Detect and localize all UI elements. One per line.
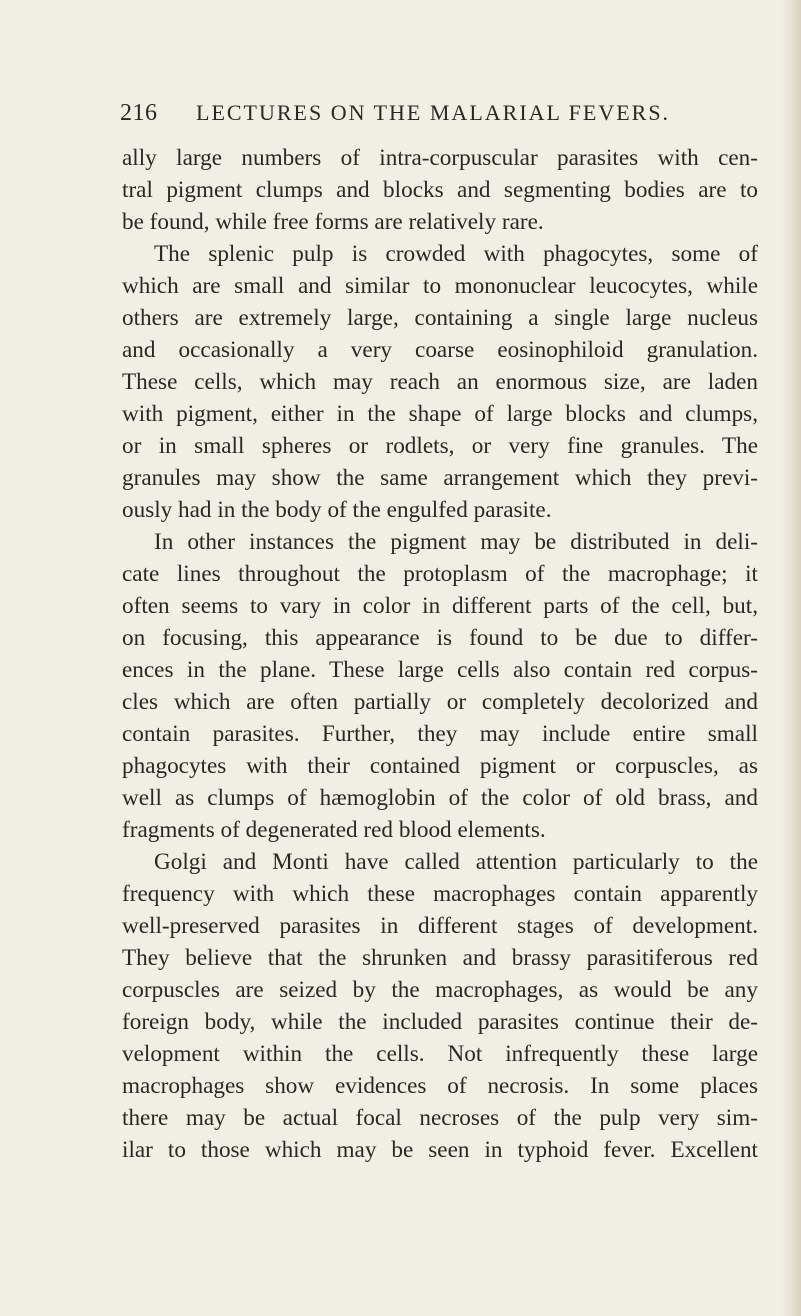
text-line: ously had in the body of the engulfed parasite. <box>122 497 552 523</box>
body-text <box>122 142 758 1166</box>
running-header <box>120 94 760 130</box>
text-line: with pigment, either in the shape of large blocks and clumps, <box>122 401 758 427</box>
text-line: In other instances the pigment may be distributed in deli- <box>154 529 758 555</box>
running-title: LECTURES ON THE MALARIAL FEVERS. <box>196 100 671 125</box>
text-line: Golgi and Monti have called attention particularly to the <box>154 849 758 875</box>
text-line: phagocytes with their contained pigment or corpuscles, as <box>122 753 758 779</box>
text-line: velopment within the cells. Not infrequently these large <box>122 1041 758 1067</box>
page-number: 216 <box>120 100 158 126</box>
text-line: foreign body, while the included parasites continue their de- <box>122 1009 758 1035</box>
page-edge <box>781 0 801 1316</box>
text-line: be found, while free forms are relatively rare. <box>122 209 544 235</box>
text-line: well as clumps of hæmoglobin of the color of old brass, and <box>122 785 758 811</box>
text-line: others are extremely large, containing a single large nucleus <box>122 305 758 331</box>
text-line: on focusing, this appearance is found to be due to differ- <box>122 625 758 651</box>
text-line: ilar to those which may be seen in typhoid fever. Excellent <box>122 1137 758 1163</box>
text-line: there may be actual focal necroses of the pulp very sim- <box>122 1105 758 1131</box>
text-line: which are small and similar to mononuclear leucocytes, while <box>122 273 758 299</box>
text-line: tral pigment clumps and blocks and segmenting bodies are to <box>122 177 758 203</box>
text-line: corpuscles are seized by the macrophages, as would be any <box>122 977 758 1003</box>
text-line: These cells, which may reach an enormous size, are laden <box>122 369 758 395</box>
text-line: The splenic pulp is crowded with phagocytes, some of <box>154 241 758 267</box>
text-line: ences in the plane. These large cells also contain red corpus- <box>122 657 758 683</box>
text-line: and occasionally a very coarse eosinophiloid granulation. <box>122 337 758 363</box>
text-line: cles which are often partially or completely decolorized and <box>122 689 758 715</box>
text-line: cate lines throughout the protoplasm of the macrophage; it <box>122 561 758 587</box>
text-line: frequency with which these macrophages contain apparently <box>122 881 758 907</box>
text-line: macrophages show evidences of necrosis. In some places <box>122 1073 758 1099</box>
text-line: They believe that the shrunken and brassy parasitiferous red <box>122 945 758 971</box>
text-line: ally large numbers of intra-corpuscular parasites with cen- <box>122 145 758 171</box>
text-line: contain parasites. Further, they may include entire small <box>122 721 758 747</box>
text-line: granules may show the same arrangement which they previ- <box>122 465 758 491</box>
text-line: or in small spheres or rodlets, or very fine granules. The <box>122 433 758 459</box>
text-line: fragments of degenerated red blood elements. <box>122 817 546 843</box>
text-line: well-preserved parasites in different stages of development. <box>122 913 758 939</box>
text-line: often seems to vary in color in different parts of the cell, but, <box>122 593 758 619</box>
